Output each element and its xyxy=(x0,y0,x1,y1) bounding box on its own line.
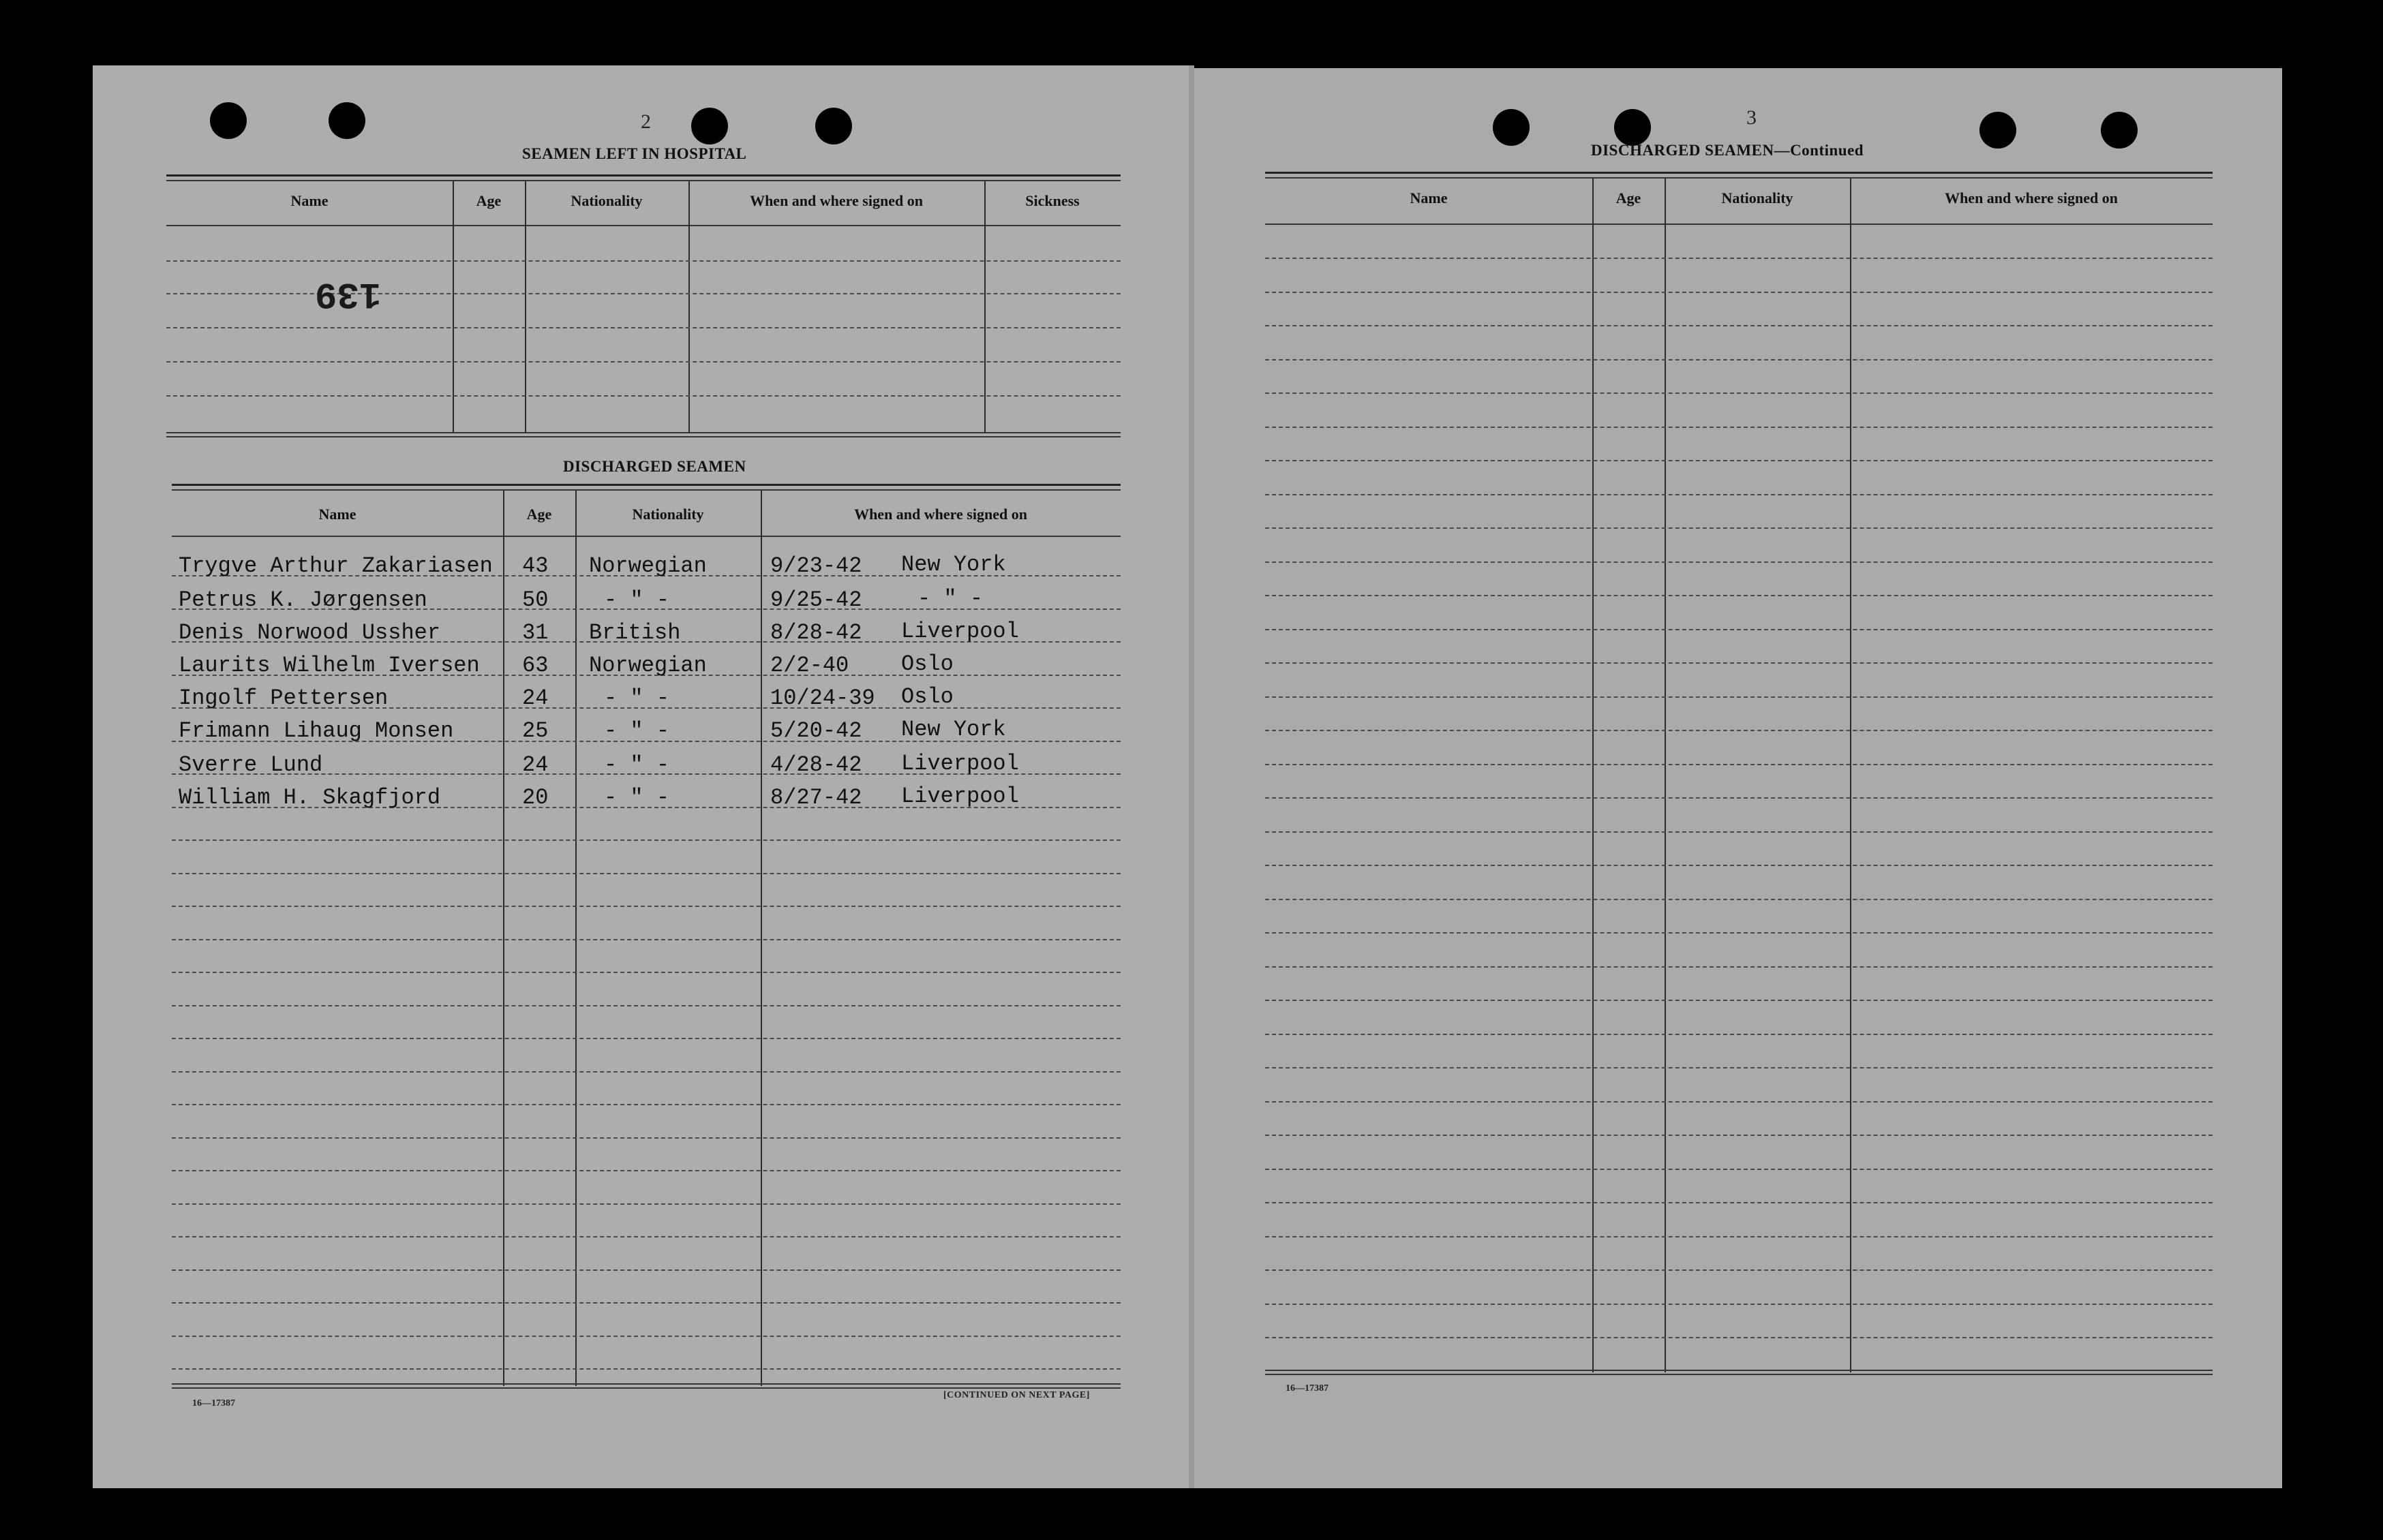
hospital-col-name: Name xyxy=(290,192,329,209)
row-line xyxy=(1265,1169,2213,1170)
hospital-section-title: SEAMEN LEFT IN HOSPITAL xyxy=(522,145,747,162)
row-line xyxy=(1265,460,2213,461)
row-line xyxy=(166,293,1121,294)
row-line xyxy=(172,1336,1121,1337)
row-1-age: 43 xyxy=(522,553,549,579)
row-6-place: New York xyxy=(901,717,1006,742)
continued-note: [CONTINUED ON NEXT PAGE] xyxy=(943,1390,1090,1400)
binder-hole xyxy=(1979,112,2016,149)
row-line xyxy=(166,395,1121,397)
binder-hole xyxy=(329,102,365,139)
row-6-age: 25 xyxy=(522,718,549,743)
rule xyxy=(1265,177,2213,179)
right-col-signed-on: When and where signed on xyxy=(1945,189,2118,206)
row-line xyxy=(1265,561,2213,563)
row-line xyxy=(1265,527,2213,529)
row-line xyxy=(1265,966,2213,968)
row-line xyxy=(1265,1034,2213,1035)
row-4-place: Oslo xyxy=(901,651,954,677)
hospital-col-nationality: Nationality xyxy=(571,192,643,209)
col-divider xyxy=(1592,179,1594,1372)
row-1-date: 9/23-42 xyxy=(770,553,862,579)
discharged-continued-title: DISCHARGED SEAMEN—Continued xyxy=(1591,142,1864,159)
page-number-right: 3 xyxy=(1746,106,1757,129)
row-line xyxy=(172,1104,1121,1105)
row-4-date: 2/2-40 xyxy=(770,653,849,678)
rule xyxy=(172,536,1121,537)
right-col-age: Age xyxy=(1615,189,1641,206)
page-fold xyxy=(1189,65,1194,1488)
rule xyxy=(172,1387,1121,1389)
row-line xyxy=(1265,662,2213,664)
row-7-age: 24 xyxy=(522,752,549,777)
row-line xyxy=(172,873,1121,874)
row-5-date: 10/24-39 xyxy=(770,686,875,711)
rule xyxy=(1265,1370,2213,1371)
row-line xyxy=(1265,932,2213,934)
row-line xyxy=(172,1269,1121,1271)
row-2-nationality: - " - xyxy=(604,587,670,613)
row-6-name: Frimann Lihaug Monsen xyxy=(179,718,454,743)
row-line xyxy=(172,1368,1121,1370)
right-page xyxy=(1192,68,2282,1488)
row-3-date: 8/28-42 xyxy=(770,620,862,645)
rule xyxy=(1265,1374,2213,1375)
binder-hole xyxy=(1493,109,1530,146)
row-3-name: Denis Norwood Ussher xyxy=(179,620,441,645)
row-line xyxy=(1265,730,2213,731)
row-2-place: - " - xyxy=(917,586,984,611)
row-1-place: New York xyxy=(901,552,1006,577)
row-1-name: Trygve Arthur Zakariasen xyxy=(179,553,493,579)
hospital-col-sickness: Sickness xyxy=(1025,192,1080,209)
binder-hole xyxy=(815,108,852,144)
rule xyxy=(1265,224,2213,225)
binder-hole xyxy=(210,102,247,139)
row-line xyxy=(172,972,1121,973)
row-line xyxy=(1265,764,2213,765)
hospital-col-age: Age xyxy=(476,192,502,209)
row-line xyxy=(1265,831,2213,833)
row-line xyxy=(172,1302,1121,1304)
row-5-place: Oslo xyxy=(901,684,954,709)
rule xyxy=(166,174,1121,176)
row-line xyxy=(172,1137,1121,1139)
row-line xyxy=(1265,696,2213,698)
rule xyxy=(166,180,1121,181)
row-line xyxy=(1265,797,2213,799)
row-line xyxy=(1265,1101,2213,1103)
right-col-nationality: Nationality xyxy=(1721,189,1793,206)
row-3-age: 31 xyxy=(522,620,549,645)
rule xyxy=(166,225,1121,226)
row-line xyxy=(172,939,1121,940)
hospital-col-signed-on: When and where signed on xyxy=(750,192,923,209)
col-divider xyxy=(761,491,762,1386)
row-line xyxy=(166,361,1121,363)
row-line xyxy=(172,1071,1121,1073)
binder-hole xyxy=(1614,109,1651,146)
row-line xyxy=(1265,392,2213,394)
row-8-place: Liverpool xyxy=(901,784,1019,809)
row-8-date: 8/27-42 xyxy=(770,785,862,810)
rule xyxy=(172,489,1121,491)
row-8-name: William H. Skagfjord xyxy=(179,785,441,810)
col-divider xyxy=(503,491,504,1386)
rule xyxy=(172,484,1121,486)
row-4-name: Laurits Wilhelm Iversen xyxy=(179,653,480,678)
row-5-name: Ingolf Pettersen xyxy=(179,686,389,711)
row-6-nationality: - " - xyxy=(604,718,670,743)
rule xyxy=(166,436,1121,437)
row-8-age: 20 xyxy=(522,785,549,810)
discharged-col-nationality: Nationality xyxy=(632,506,704,523)
row-7-name: Sverre Lund xyxy=(179,752,323,777)
row-2-name: Petrus K. Jørgensen xyxy=(179,587,427,613)
row-3-place: Liverpool xyxy=(901,619,1019,644)
row-line xyxy=(1265,899,2213,900)
row-3-nationality: British xyxy=(589,620,681,645)
col-divider xyxy=(575,491,577,1386)
row-line xyxy=(1265,1236,2213,1237)
form-number-right: 16—17387 xyxy=(1286,1383,1329,1393)
row-7-date: 4/28-42 xyxy=(770,752,862,777)
row-line xyxy=(1265,325,2213,326)
row-line xyxy=(1265,1269,2213,1271)
rule xyxy=(172,1383,1121,1385)
page-number-left: 2 xyxy=(641,110,651,133)
row-line xyxy=(1265,1337,2213,1338)
row-line xyxy=(1265,629,2213,630)
row-line xyxy=(1265,1304,2213,1305)
row-4-age: 63 xyxy=(522,653,549,678)
row-line xyxy=(172,1170,1121,1171)
row-line xyxy=(1265,1067,2213,1068)
binder-hole xyxy=(691,108,728,144)
row-6-date: 5/20-42 xyxy=(770,718,862,743)
row-line xyxy=(172,1038,1121,1039)
rule xyxy=(1265,172,2213,174)
row-line xyxy=(172,906,1121,907)
row-line xyxy=(1265,292,2213,293)
row-line xyxy=(172,1236,1121,1237)
row-1-nationality: Norwegian xyxy=(589,553,707,579)
row-2-age: 50 xyxy=(522,587,549,613)
row-line xyxy=(1265,258,2213,259)
row-4-nationality: Norwegian xyxy=(589,653,707,678)
stamp-number: 139 xyxy=(315,273,382,314)
row-8-nationality: - " - xyxy=(604,785,670,810)
col-divider xyxy=(1665,179,1666,1372)
discharged-col-age: Age xyxy=(526,506,552,523)
row-line xyxy=(1265,427,2213,428)
row-line xyxy=(1265,1202,2213,1203)
row-2-date: 9/25-42 xyxy=(770,587,862,613)
col-divider xyxy=(1850,179,1851,1372)
row-line xyxy=(172,1203,1121,1205)
row-5-nationality: - " - xyxy=(604,686,670,711)
form-number-left: 16—17387 xyxy=(192,1398,235,1408)
row-line xyxy=(1265,494,2213,495)
row-7-nationality: - " - xyxy=(604,752,670,777)
row-line xyxy=(1265,359,2213,360)
discharged-col-signed-on: When and where signed on xyxy=(854,506,1027,523)
row-line xyxy=(166,260,1121,262)
binder-hole xyxy=(2101,112,2138,149)
row-5-age: 24 xyxy=(522,686,549,711)
rule xyxy=(166,432,1121,433)
row-line xyxy=(1265,1000,2213,1001)
discharged-section-title: DISCHARGED SEAMEN xyxy=(563,458,746,475)
right-col-name: Name xyxy=(1410,189,1448,206)
row-line xyxy=(1265,1135,2213,1136)
discharged-col-name: Name xyxy=(318,506,356,523)
row-7-place: Liverpool xyxy=(901,751,1019,776)
row-line xyxy=(172,1005,1121,1006)
row-line xyxy=(1265,595,2213,596)
row-line xyxy=(166,327,1121,328)
row-line xyxy=(172,840,1121,841)
row-line xyxy=(1265,865,2213,866)
